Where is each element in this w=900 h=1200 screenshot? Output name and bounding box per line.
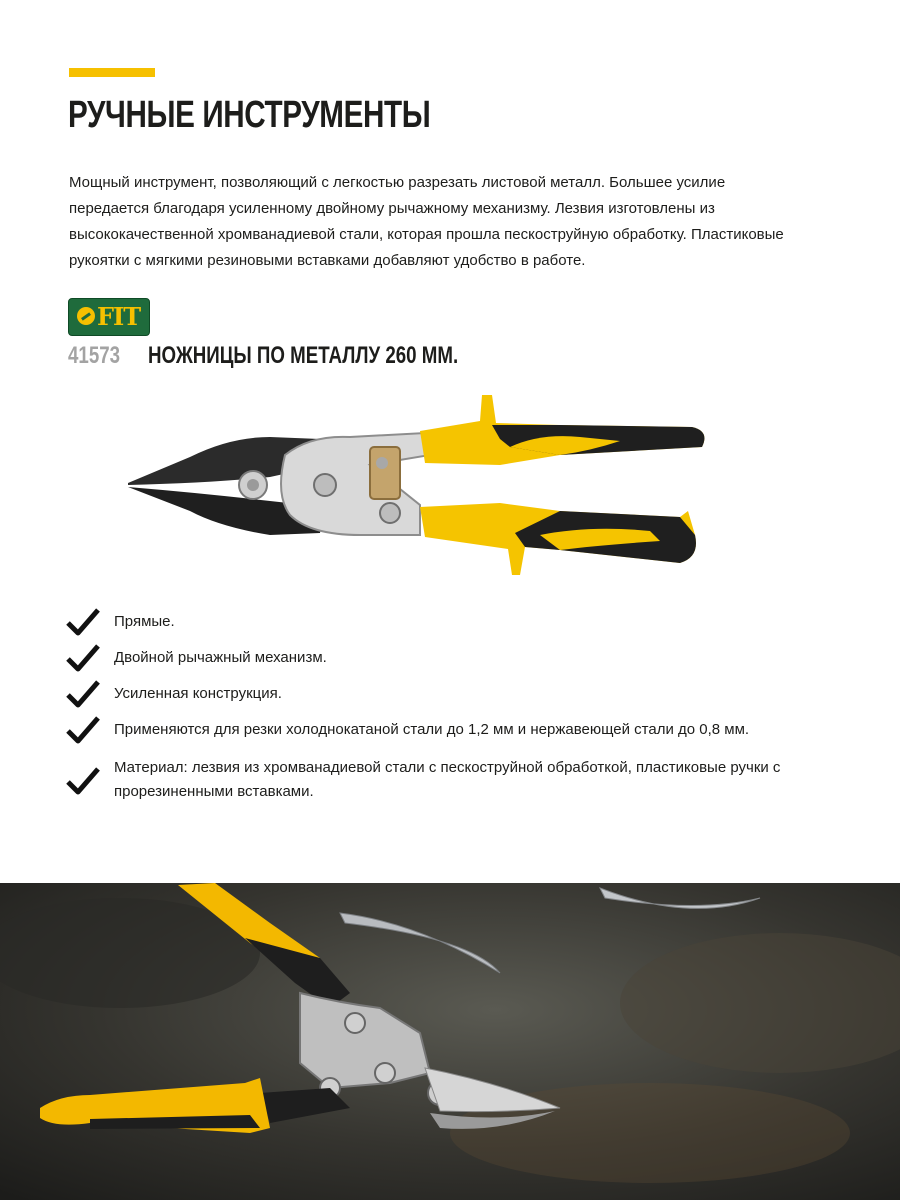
list-item	[66, 610, 856, 634]
fit-logo	[68, 298, 150, 336]
snips-spring	[370, 447, 400, 499]
feature-text: Прямые.	[114, 613, 175, 630]
tin-snips-photo	[120, 385, 720, 585]
list-item	[66, 682, 856, 706]
title-accent-bar	[69, 68, 155, 77]
checkmark-icon	[66, 766, 100, 796]
feature-text: Двойной рычажный механизм.	[114, 649, 327, 666]
page-title: РУЧНЫЕ ИНСТРУМЕНТЫ	[68, 94, 431, 136]
feature-text: Материал: лезвия из хромванадиевой стали с пескоструйной обработкой, пластиковые ручки с прорезиненными вставками.	[114, 759, 781, 800]
product-name: НОЖНИЦЫ ПО МЕТАЛЛУ 260 ММ.	[148, 342, 459, 369]
feature-text: Применяются для резки холоднокатаной стали до 1,2 мм и нержавеющей стали до 0,8 мм.	[114, 721, 750, 738]
fit-logo-emblem-icon	[77, 307, 95, 325]
list-item	[66, 756, 856, 804]
list-item	[66, 646, 856, 670]
fit-logo-text: FIT	[97, 302, 141, 331]
feature-list	[66, 610, 856, 804]
checkmark-icon	[66, 643, 100, 673]
checkmark-icon	[66, 607, 100, 637]
list-item	[66, 718, 856, 742]
product-code: 41573	[68, 342, 121, 369]
usage-photo-banner	[0, 883, 900, 1200]
snips-chrome-linkage	[281, 433, 430, 535]
checkmark-icon	[66, 679, 100, 709]
intro-paragraph: Мощный инструмент, позволяющий с легкостью разрезать листовой металл. Большее усилие передается благодаря усиленному двойному рычажному механизму. Лезвия изготовлены из высококачественной хромванадиевой стали, которая прошла пескоструйную обработку. Пластиковые рукоятки с мягкими резиновыми вставками добавляют удобство в работе.	[69, 174, 784, 269]
checkmark-icon	[66, 715, 100, 745]
feature-text: Усиленная конструкция.	[114, 685, 282, 702]
